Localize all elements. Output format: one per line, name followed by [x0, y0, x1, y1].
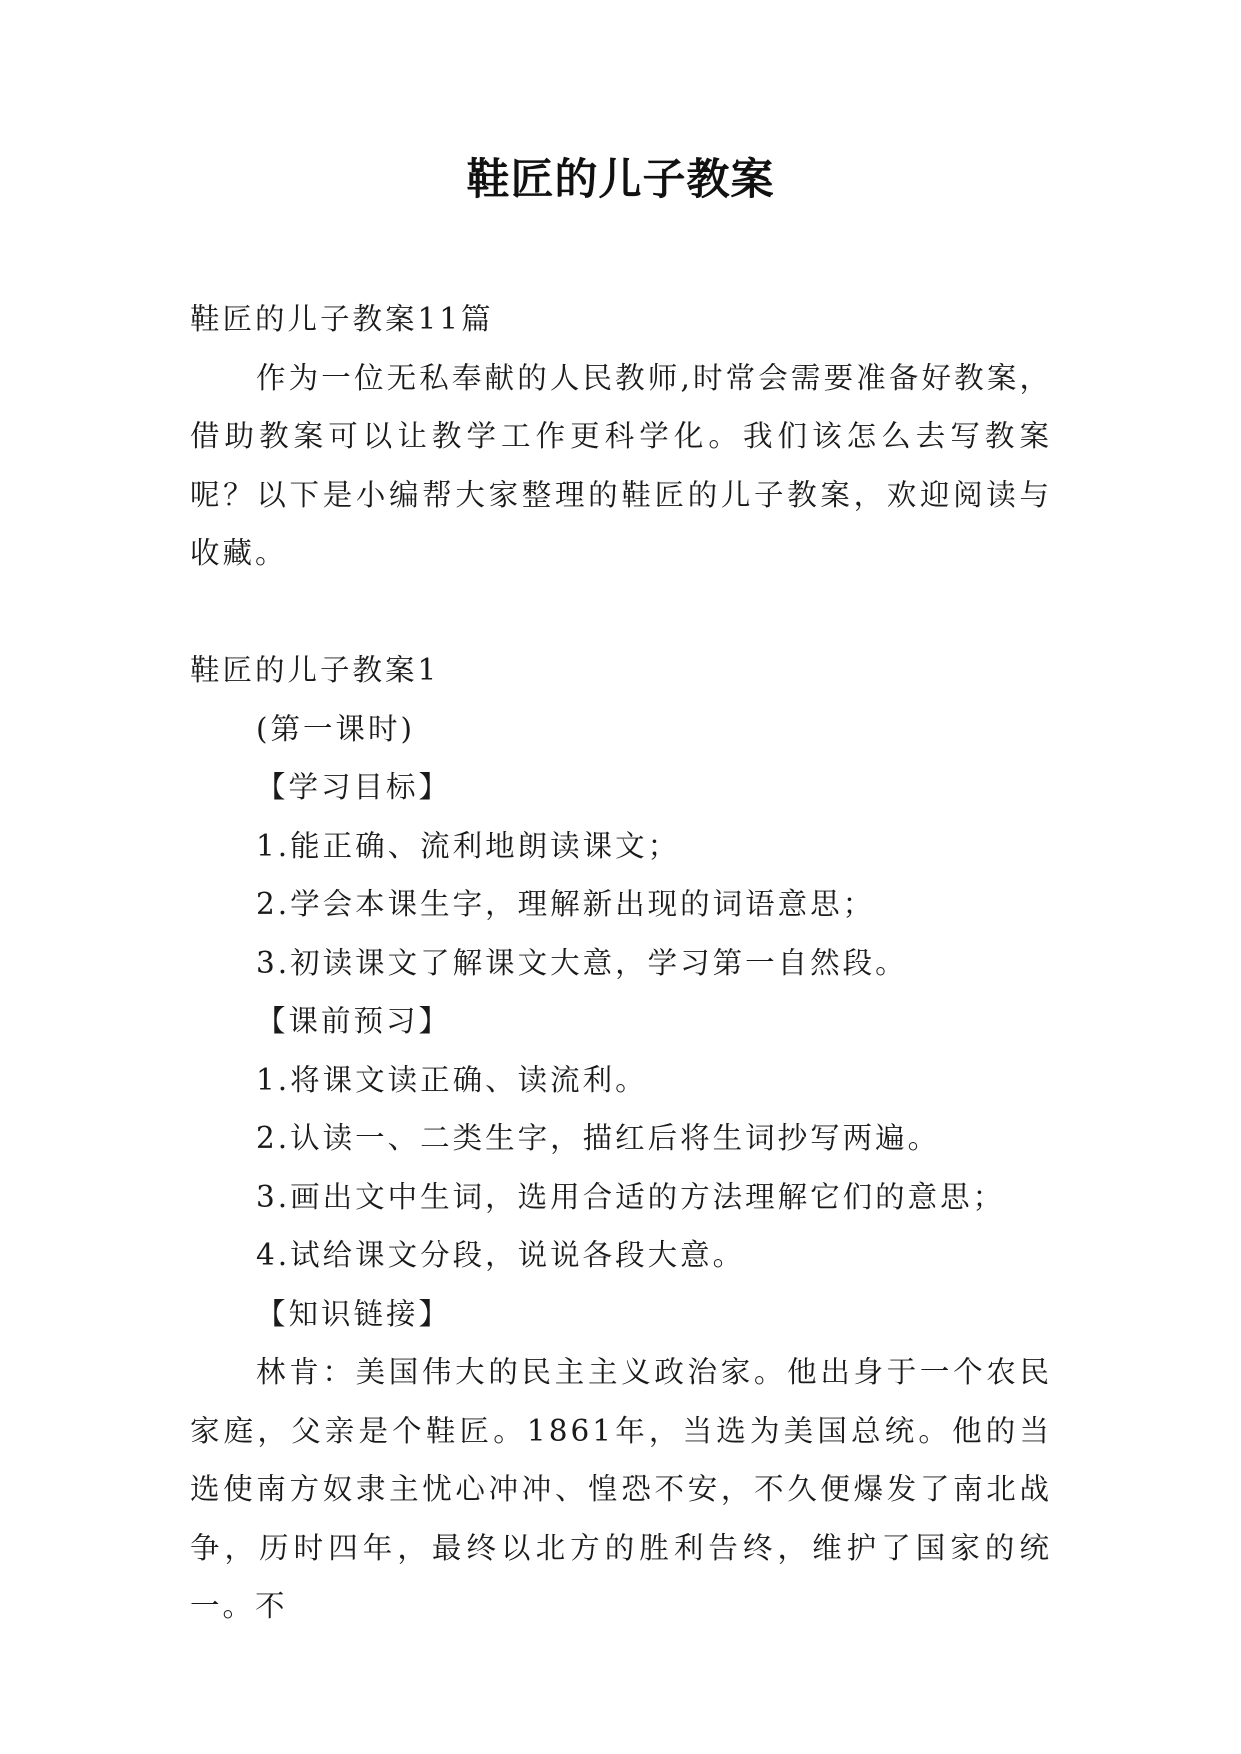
document-subtitle: 鞋匠的儿子教案11篇	[190, 302, 494, 336]
preview-heading: 【课前预习】	[256, 1004, 452, 1038]
section-heading: 鞋匠的儿子教案1	[190, 653, 440, 687]
preview-item: 1.将课文读正确、读流利。	[256, 1062, 648, 1097]
goal-item: 2.学会本课生字，理解新出现的词语意思；	[256, 887, 876, 921]
preview-item: 2.认读一、二类生字，描红后将生词抄写两遍。	[256, 1121, 941, 1155]
knowledge-paragraph: 林肯：美国伟大的民主主义政治家。他出身于一个农民家庭，父亲是个鞋匠。1861年，当选为美国总统。他的当选使南方奴隶主忧心冲冲、惶恐不安，不久便爆发了南北战争，历时四年，最终以北方的胜利告终，维护了国家的统一。不	[190, 1355, 1052, 1623]
page-title: 鞋匠的儿子教案	[466, 155, 775, 205]
knowledge-heading: 【知识链接】	[256, 1296, 452, 1331]
preview-item: 3.画出文中生词，选用合适的方法理解它们的意思；	[256, 1179, 1006, 1214]
section-spacer	[190, 583, 1052, 642]
document-body	[190, 290, 1052, 1636]
goal-item: 1.能正确、流利地朗读课文；	[256, 828, 681, 863]
goal-item: 3.初读课文了解课文大意，学习第一自然段。	[256, 945, 908, 980]
intro-paragraph: 作为一位无私奉献的人民教师,时常会需要准备好教案，借助教案可以让教学工作更科学化。我们该怎么去写教案呢？以下是小编帮大家整理的鞋匠的儿子教案，欢迎阅读与收藏。	[190, 360, 1052, 570]
lesson-label: (第一课时)	[256, 711, 416, 746]
goals-heading: 【学习目标】	[256, 770, 452, 804]
preview-item: 4.试给课文分段，说说各段大意。	[256, 1238, 746, 1272]
